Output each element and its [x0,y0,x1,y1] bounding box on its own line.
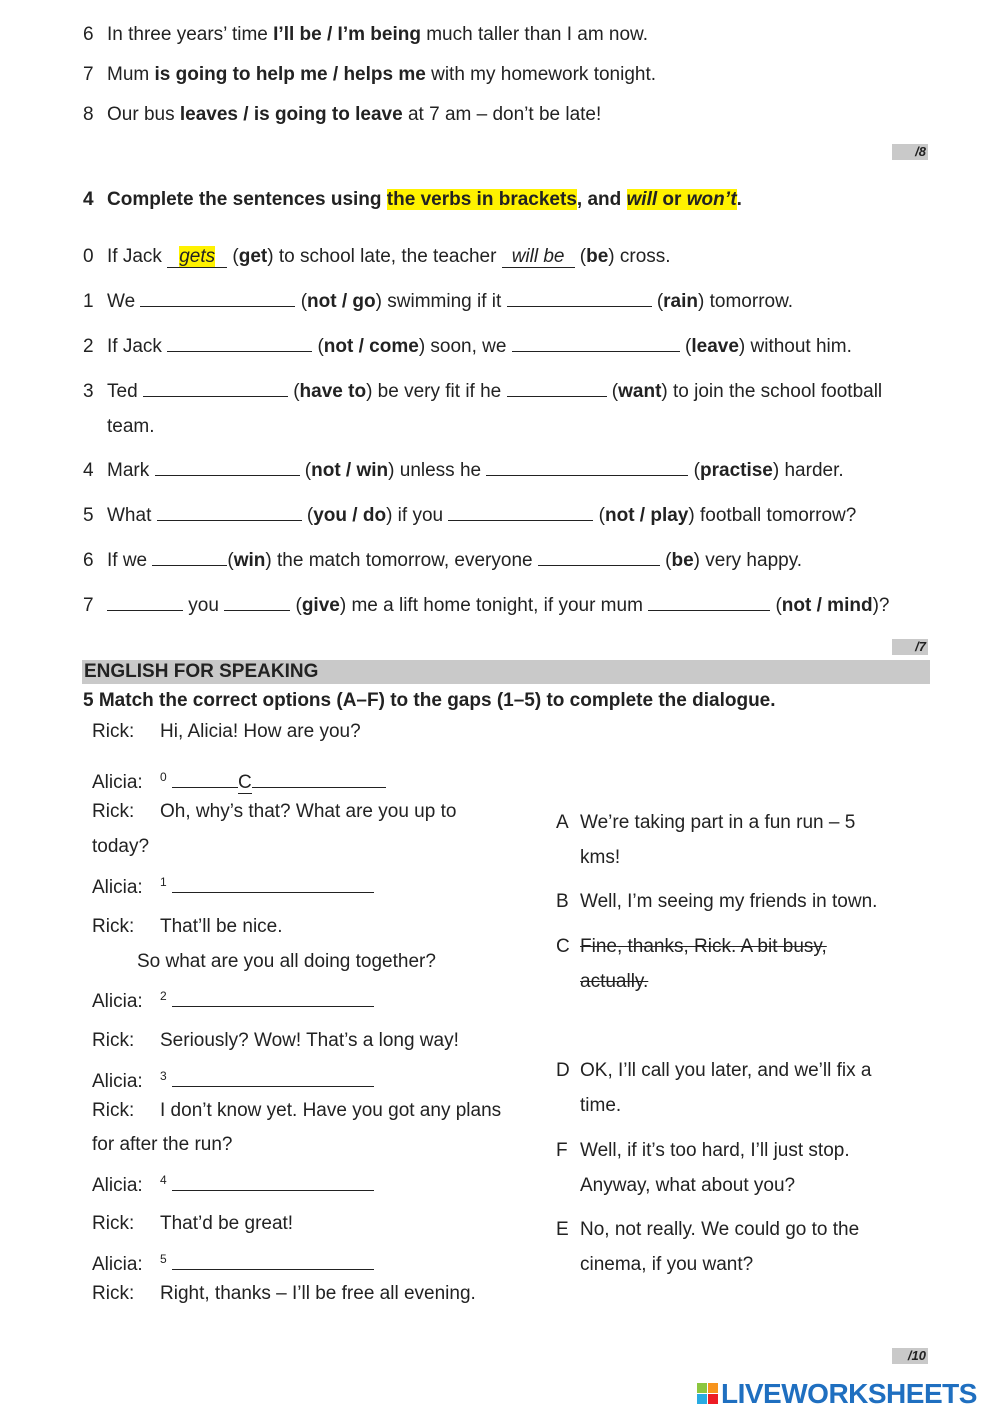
ex3-line-8: 8 Our bus leaves / is going to leave at 7 am – don’t be late! [83,104,602,125]
choice-options[interactable]: I’ll be / I’m being [273,24,421,45]
ex3-line-7: 7 Mum is going to help me / helps me with my homework tonight. [83,64,657,85]
ex4-heading: 4 Complete the sentences using the verbs in brackets, and will or won’t. [83,189,742,210]
example-answer-2: will be [502,246,575,268]
option-f[interactable]: F Well, if it’s too hard, I’ll just stop. Anyway, what about you? [556,1140,850,1196]
answer-blank[interactable] [167,335,312,352]
score-box-ex3: /8 [892,144,928,160]
dialogue-gap-3: Alicia: $^3$ [92,1064,374,1094]
dialogue-line: Rick: I don’t know yet. Have you got any plans [92,1100,502,1121]
ex5-heading: 5 Match the correct options (A–F) to the gaps (1–5) to complete the dialogue. [83,690,776,711]
dialogue-line-cont: So what are you all doing together? [137,951,436,972]
answer-blank[interactable] [155,459,300,476]
dialogue-gap-1: Alicia: $^1$ [92,870,374,900]
answer-blank[interactable] [172,990,374,1007]
dialogue-gap-0: Alicia: $^0$ C [92,765,386,795]
score-box-ex4: /7 [892,639,928,655]
option-d[interactable]: D OK, I’ll call you later, and we’ll fix a time. [556,1060,872,1116]
answer-blank[interactable] [512,335,680,352]
ex4-sentence-2: 2 If Jack (not / come) soon, we (leave) without him. [83,336,852,357]
option-a[interactable]: A We’re taking part in a fun run – 5 kms! [556,812,856,868]
answer-blank[interactable] [157,504,302,521]
answer-blank[interactable] [152,549,227,566]
dialogue-line-cont: for after the run? [92,1134,233,1155]
dialogue-line: Rick: That’d be great! [92,1213,294,1234]
option-e[interactable]: E No, not really. We could go to the cinema, if you want? [556,1219,860,1275]
answer-blank[interactable] [172,1070,374,1087]
ex3-line-6: 6 In three years’ time I’ll be / I’m being much taller than I am now. [83,24,649,45]
ex4-sentence-4: 4 Mark (not / win) unless he (practise) harder. [83,460,844,481]
ex4-sentence-1: 1 We (not / go) swimming if it (rain) tomorrow. [83,291,794,312]
answer-blank[interactable] [224,594,290,611]
option-c[interactable]: C Fine, thanks, Rick. A bit busy, actually. [556,936,827,992]
ex4-sentence-3: 3 Ted (have to) be very fit if he (want) to join the school football [83,381,883,402]
answer-blank[interactable] [172,1174,374,1191]
ex4-sentence-6: 6 If we (win) the match tomorrow, everyone (be) very happy. [83,550,803,571]
dialogue-line-cont: today? [92,836,150,857]
example-answer-1: gets [167,246,227,268]
ex4-sentence-0: 0 If Jack gets (get) to school late, the teacher will be (be) cross. [83,246,671,267]
ex4-sentence-5: 5 What (you / do) if you (not / play) football tomorrow? [83,505,857,526]
option-b[interactable]: B Well, I’m seeing my friends in town. [556,891,878,912]
score-box-ex5: /10 [892,1348,928,1364]
dialogue-line: Rick: That’ll be nice. [92,916,283,937]
answer-blank[interactable] [107,594,183,611]
answer-blank[interactable] [140,290,295,307]
dialogue-line: Rick: Seriously? Wow! That’s a long way! [92,1030,459,1051]
answer-blank[interactable] [507,380,607,397]
ex4-sentence-7: 7 you (give) me a lift home tonight, if your mum (not / mind)? [83,595,890,616]
logo-mark-icon [697,1383,719,1405]
answer-blank[interactable] [648,594,770,611]
liveworksheets-logo: LIVEWORKSHEETS [697,1379,977,1409]
dialogue-gap-4: Alicia: $^4$ [92,1168,374,1198]
answer-blank[interactable] [172,876,374,893]
dialogue-line: Rick: Oh, why’s that? What are you up to [92,801,457,822]
answer-blank[interactable] [143,380,288,397]
answer-blank[interactable] [486,459,688,476]
choice-options[interactable]: is going to help me / helps me [154,64,426,85]
dialogue-line: Rick: Right, thanks – I’ll be free all evening. [92,1283,476,1304]
answer-blank[interactable] [172,1253,374,1270]
answer-blank[interactable] [538,549,660,566]
dialogue-gap-5: Alicia: $^5$ [92,1247,374,1277]
choice-options[interactable]: leaves / is going to leave [179,104,403,125]
answer-blank[interactable] [448,504,593,521]
ex4-sentence-3-cont: team. [107,416,155,437]
section-title: ENGLISH FOR SPEAKING [82,660,930,684]
dialogue-line: Rick: Hi, Alicia! How are you? [92,721,361,742]
answer-blank[interactable] [507,290,652,307]
dialogue-gap-2: Alicia: $^2$ [92,984,374,1014]
